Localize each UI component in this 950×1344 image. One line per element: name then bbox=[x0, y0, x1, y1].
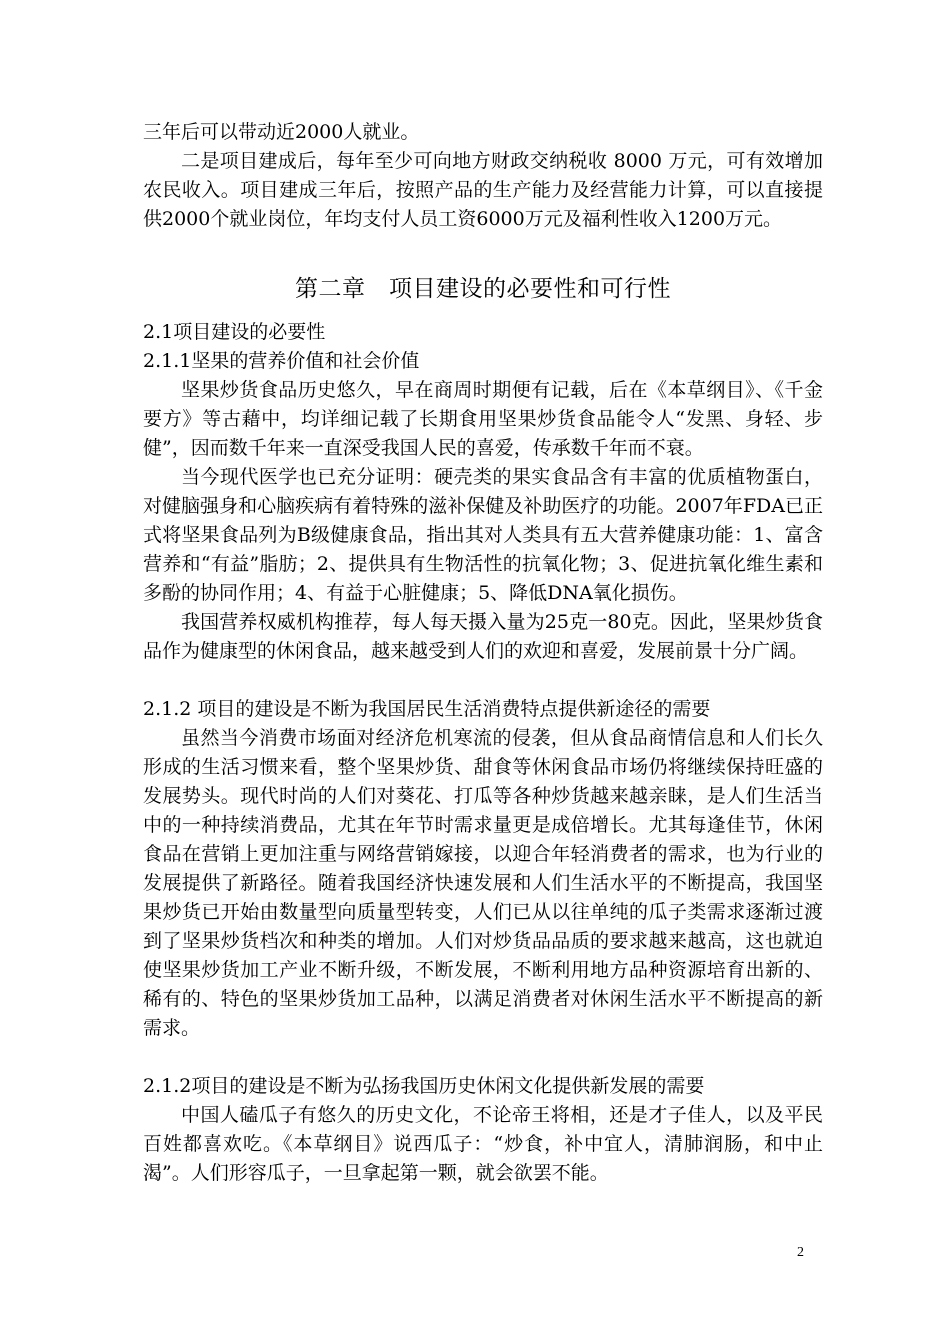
section-heading-2-1-2-consumption: 2.1.2 项目的建设是不断为我国居民生活消费特点提供新途径的需要 bbox=[143, 698, 711, 720]
section-heading-2-1: 2.1项目建设的必要性 bbox=[143, 321, 326, 343]
paragraph-seed-culture: 中国人磕瓜子有悠久的历史文化，不论帝王将相，还是才子佳人，以及平民百姓都喜欢吃。《本草纲目》说西瓜子：“炒食，补中宜人，清肺润肠，和中止渴”。人们形容瓜子，一旦拿起第一颗，就会欲罢不能。 bbox=[143, 1104, 823, 1184]
document-page bbox=[143, 118, 823, 1188]
paragraph-gap bbox=[143, 666, 823, 695]
section-heading-2-1-2-culture: 2.1.2项目的建设是不断为弘扬我国历史休闲文化提供新发展的需要 bbox=[143, 1075, 705, 1097]
page-number: 2 bbox=[797, 1245, 804, 1260]
paragraph-employment: 三年后可以带动近2000人就业。 bbox=[143, 121, 420, 143]
paragraph-nut-history: 坚果炒货食品历史悠久，早在商周时期便有记载，后在《本草纲目》、《千金要方》等古藉中，均详细记载了长期食用坚果炒货食品能令人“发黑、身轻、步健”，因而数千年来一直深受我国人民的喜爱，传承数千年而不衰。 bbox=[143, 379, 823, 459]
paragraph-gap bbox=[143, 1043, 823, 1072]
paragraph-nut-intake: 我国营养权威机构推荐，每人每天摄入量为25克一80克。因此，坚果炒货食品作为健康型的休闲食品，越来越受到人们的欢迎和喜爱，发展前景十分广阔。 bbox=[143, 611, 823, 662]
chapter-title: 第二章 项目建设的必要性和可行性 bbox=[295, 276, 671, 302]
paragraph-consumption-market: 虽然当今消费市场面对经济危机寒流的侵袭，但从食品商情信息和人们长久形成的生活习惯来看，整个坚果炒货、甜食等休闲食品市场仍将继续保持旺盛的发展势头。现代时尚的人们对葵花、打瓜等各种炒货越来越亲睐，是人们生活当中的一种持续消费品，尤其在年节时需求量更是成倍增长。尤其每逢佳节，休闲食品在营销上更加注重与网络营销嫁接，以迎合年轻消费者的需求，也为行业的发展提供了新路径。随着我国经济快速发展和人们生活水平的不断提高，我国坚果炒货已开始由数量型向质量型转变，人们已从以往单纯的瓜子类需求逐渐过渡到了坚果炒货档次和种类的增加。人们对炒货品品质的要求越来越高，这也就迫使坚果炒货加工产业不断升级，不断发展，不断利用地方品种资源培育出新的、稀有的、特色的坚果炒货加工品种，以满足消费者对休闲生活水平不断提高的新需求。 bbox=[143, 727, 823, 1039]
paragraph-tax-revenue: 二是项目建成后，每年至少可向地方财政交纳税收 8000 万元，可有效增加农民收入。项目建成三年后，按照产品的生产能力及经营能力计算，可以直接提供2000个就业岗位，年均支付人员工资6000万元及福利性收入1200万元。 bbox=[143, 150, 823, 230]
paragraph-nut-health: 当今现代医学也已充分证明：硬壳类的果实食品含有丰富的优质植物蛋白，对健脑强身和心脑疾病有着特殊的滋补保健及补助医疗的功能。2007年FDA已正式将坚果食品列为B级健康食品，指出其对人类具有五大营养健康功能：1、富含营养和“有益”脂肪；2、提供具有生物活性的抗氧化物；3、促进抗氧化维生素和多酚的协同作用；4、有益于心脏健康；5、降低DNA氧化损伤。 bbox=[143, 466, 823, 604]
section-heading-2-1-1: 2.1.1坚果的营养价值和社会价值 bbox=[143, 350, 420, 372]
